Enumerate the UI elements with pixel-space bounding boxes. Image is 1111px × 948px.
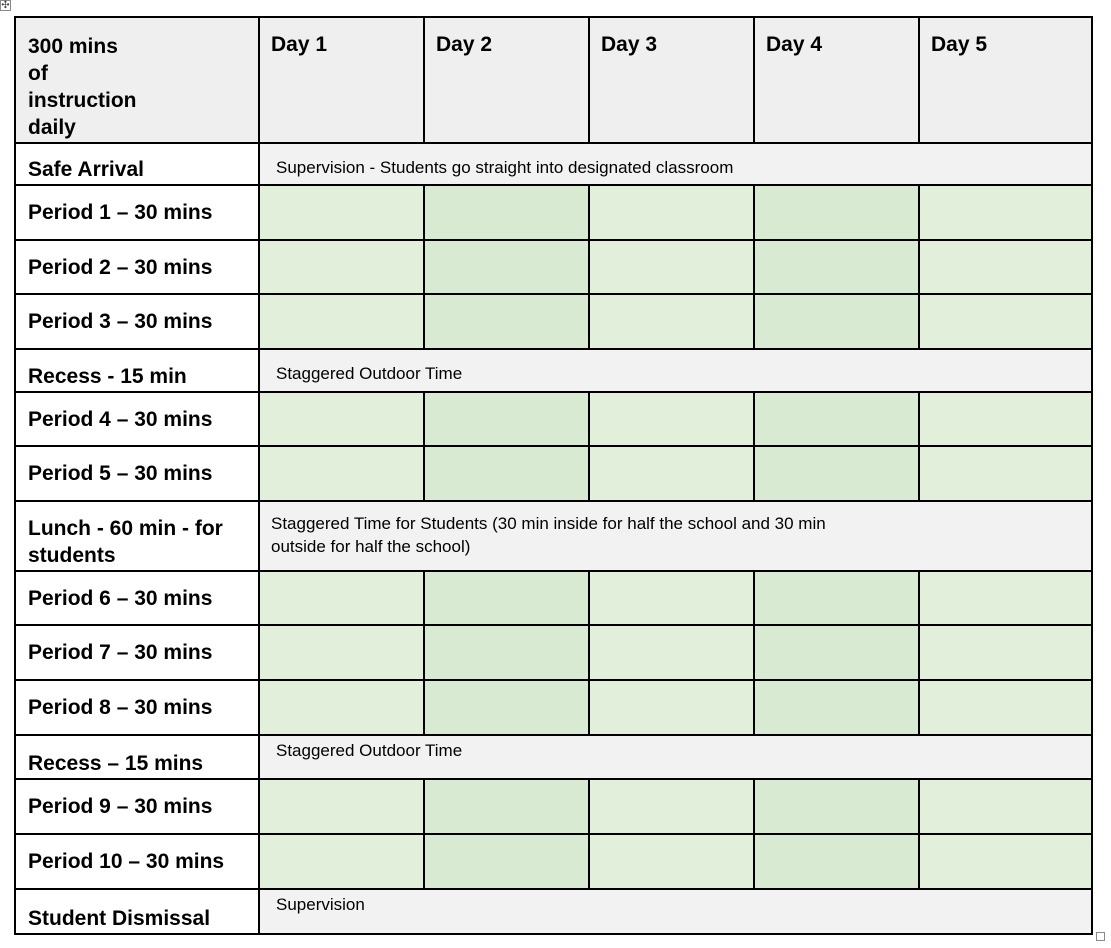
table-row (15, 779, 1092, 834)
row-label[interactable]: Period 10 – 30 mins (15, 834, 259, 889)
table-row (15, 625, 1092, 680)
day-cell[interactable] (754, 571, 919, 625)
day-cell[interactable] (919, 779, 1092, 834)
day-cell[interactable] (259, 392, 424, 446)
day-cell[interactable] (424, 446, 589, 501)
row-note[interactable] (259, 501, 1092, 571)
day-cell[interactable] (754, 779, 919, 834)
table-row (15, 834, 1092, 889)
day-cell[interactable] (754, 834, 919, 889)
table-row (15, 501, 1092, 571)
day-cell[interactable] (259, 240, 424, 294)
day-cell[interactable] (424, 294, 589, 349)
schedule-table (14, 16, 1093, 935)
table-row (15, 349, 1092, 392)
day-2-header[interactable]: Day 2 (424, 17, 589, 143)
day-cell[interactable] (919, 392, 1092, 446)
day-cell[interactable] (919, 185, 1092, 240)
row-label[interactable]: Period 4 – 30 mins (15, 392, 259, 446)
table-row (15, 735, 1092, 779)
day-cell[interactable] (424, 240, 589, 294)
day-cell[interactable] (424, 392, 589, 446)
day-cell[interactable] (754, 625, 919, 680)
day-cell[interactable] (589, 392, 754, 446)
day-4-header[interactable]: Day 4 (754, 17, 919, 143)
day-cell[interactable] (259, 625, 424, 680)
day-cell[interactable] (424, 779, 589, 834)
header-row (15, 17, 1092, 143)
day-cell[interactable] (589, 571, 754, 625)
day-cell[interactable] (259, 834, 424, 889)
day-cell[interactable] (754, 185, 919, 240)
day-cell[interactable] (589, 680, 754, 735)
instruction-minutes-header[interactable] (15, 17, 259, 143)
day-1-header[interactable]: Day 1 (259, 17, 424, 143)
day-cell[interactable] (919, 571, 1092, 625)
table-row (15, 680, 1092, 735)
day-cell[interactable] (754, 446, 919, 501)
table-row (15, 240, 1092, 294)
day-cell[interactable] (589, 779, 754, 834)
row-label[interactable]: Period 6 – 30 mins (15, 571, 259, 625)
day-cell[interactable] (589, 185, 754, 240)
day-cell[interactable] (919, 294, 1092, 349)
row-label[interactable]: Recess - 15 min (15, 349, 259, 392)
row-note[interactable]: Staggered Outdoor Time (259, 349, 1092, 392)
row-label[interactable]: Period 2 – 30 mins (15, 240, 259, 294)
row-note[interactable]: Staggered Outdoor Time (259, 735, 1092, 779)
table-row (15, 889, 1092, 934)
day-cell[interactable] (919, 446, 1092, 501)
day-cell[interactable] (259, 779, 424, 834)
day-5-header[interactable]: Day 5 (919, 17, 1092, 143)
table-resize-handle-icon[interactable] (1096, 932, 1105, 941)
table-row (15, 185, 1092, 240)
day-cell[interactable] (259, 446, 424, 501)
row-label[interactable]: Period 8 – 30 mins (15, 680, 259, 735)
day-cell[interactable] (259, 294, 424, 349)
day-cell[interactable] (424, 571, 589, 625)
table-row (15, 446, 1092, 501)
day-cell[interactable] (424, 625, 589, 680)
table-move-handle-icon[interactable]: ✣ (1, 0, 10, 11)
day-cell[interactable] (919, 834, 1092, 889)
row-label[interactable]: Period 1 – 30 mins (15, 185, 259, 240)
day-cell[interactable] (589, 834, 754, 889)
row-note[interactable]: Supervision - Students go straight into designated classroom (259, 143, 1092, 185)
row-label[interactable]: Period 9 – 30 mins (15, 779, 259, 834)
day-cell[interactable] (754, 294, 919, 349)
day-cell[interactable] (589, 240, 754, 294)
instruction-minutes-text: 300 mins of instruction daily (28, 35, 137, 139)
table-row (15, 571, 1092, 625)
day-cell[interactable] (259, 571, 424, 625)
day-cell[interactable] (424, 680, 589, 735)
table-row (15, 294, 1092, 349)
day-cell[interactable] (259, 185, 424, 240)
row-label[interactable]: Student Dismissal (15, 889, 259, 934)
day-cell[interactable] (754, 680, 919, 735)
row-note-text: Staggered Time for Students (30 min inside for half the school and 30 min outside for half the school) (271, 514, 826, 556)
day-cell[interactable] (919, 625, 1092, 680)
day-cell[interactable] (424, 185, 589, 240)
day-cell[interactable] (589, 294, 754, 349)
day-cell[interactable] (589, 625, 754, 680)
row-note[interactable]: Supervision (259, 889, 1092, 934)
day-cell[interactable] (259, 680, 424, 735)
day-cell[interactable] (424, 834, 589, 889)
day-cell[interactable] (754, 240, 919, 294)
table-row (15, 143, 1092, 185)
row-label[interactable]: Recess – 15 mins (15, 735, 259, 779)
row-label[interactable]: Lunch - 60 min - for students (15, 501, 259, 571)
day-cell[interactable] (589, 446, 754, 501)
day-cell[interactable] (919, 240, 1092, 294)
day-cell[interactable] (919, 680, 1092, 735)
day-3-header[interactable]: Day 3 (589, 17, 754, 143)
row-label[interactable]: Period 5 – 30 mins (15, 446, 259, 501)
day-cell[interactable] (754, 392, 919, 446)
table-row (15, 392, 1092, 446)
row-label[interactable]: Period 7 – 30 mins (15, 625, 259, 680)
row-label[interactable]: Safe Arrival (15, 143, 259, 185)
row-label[interactable]: Period 3 – 30 mins (15, 294, 259, 349)
